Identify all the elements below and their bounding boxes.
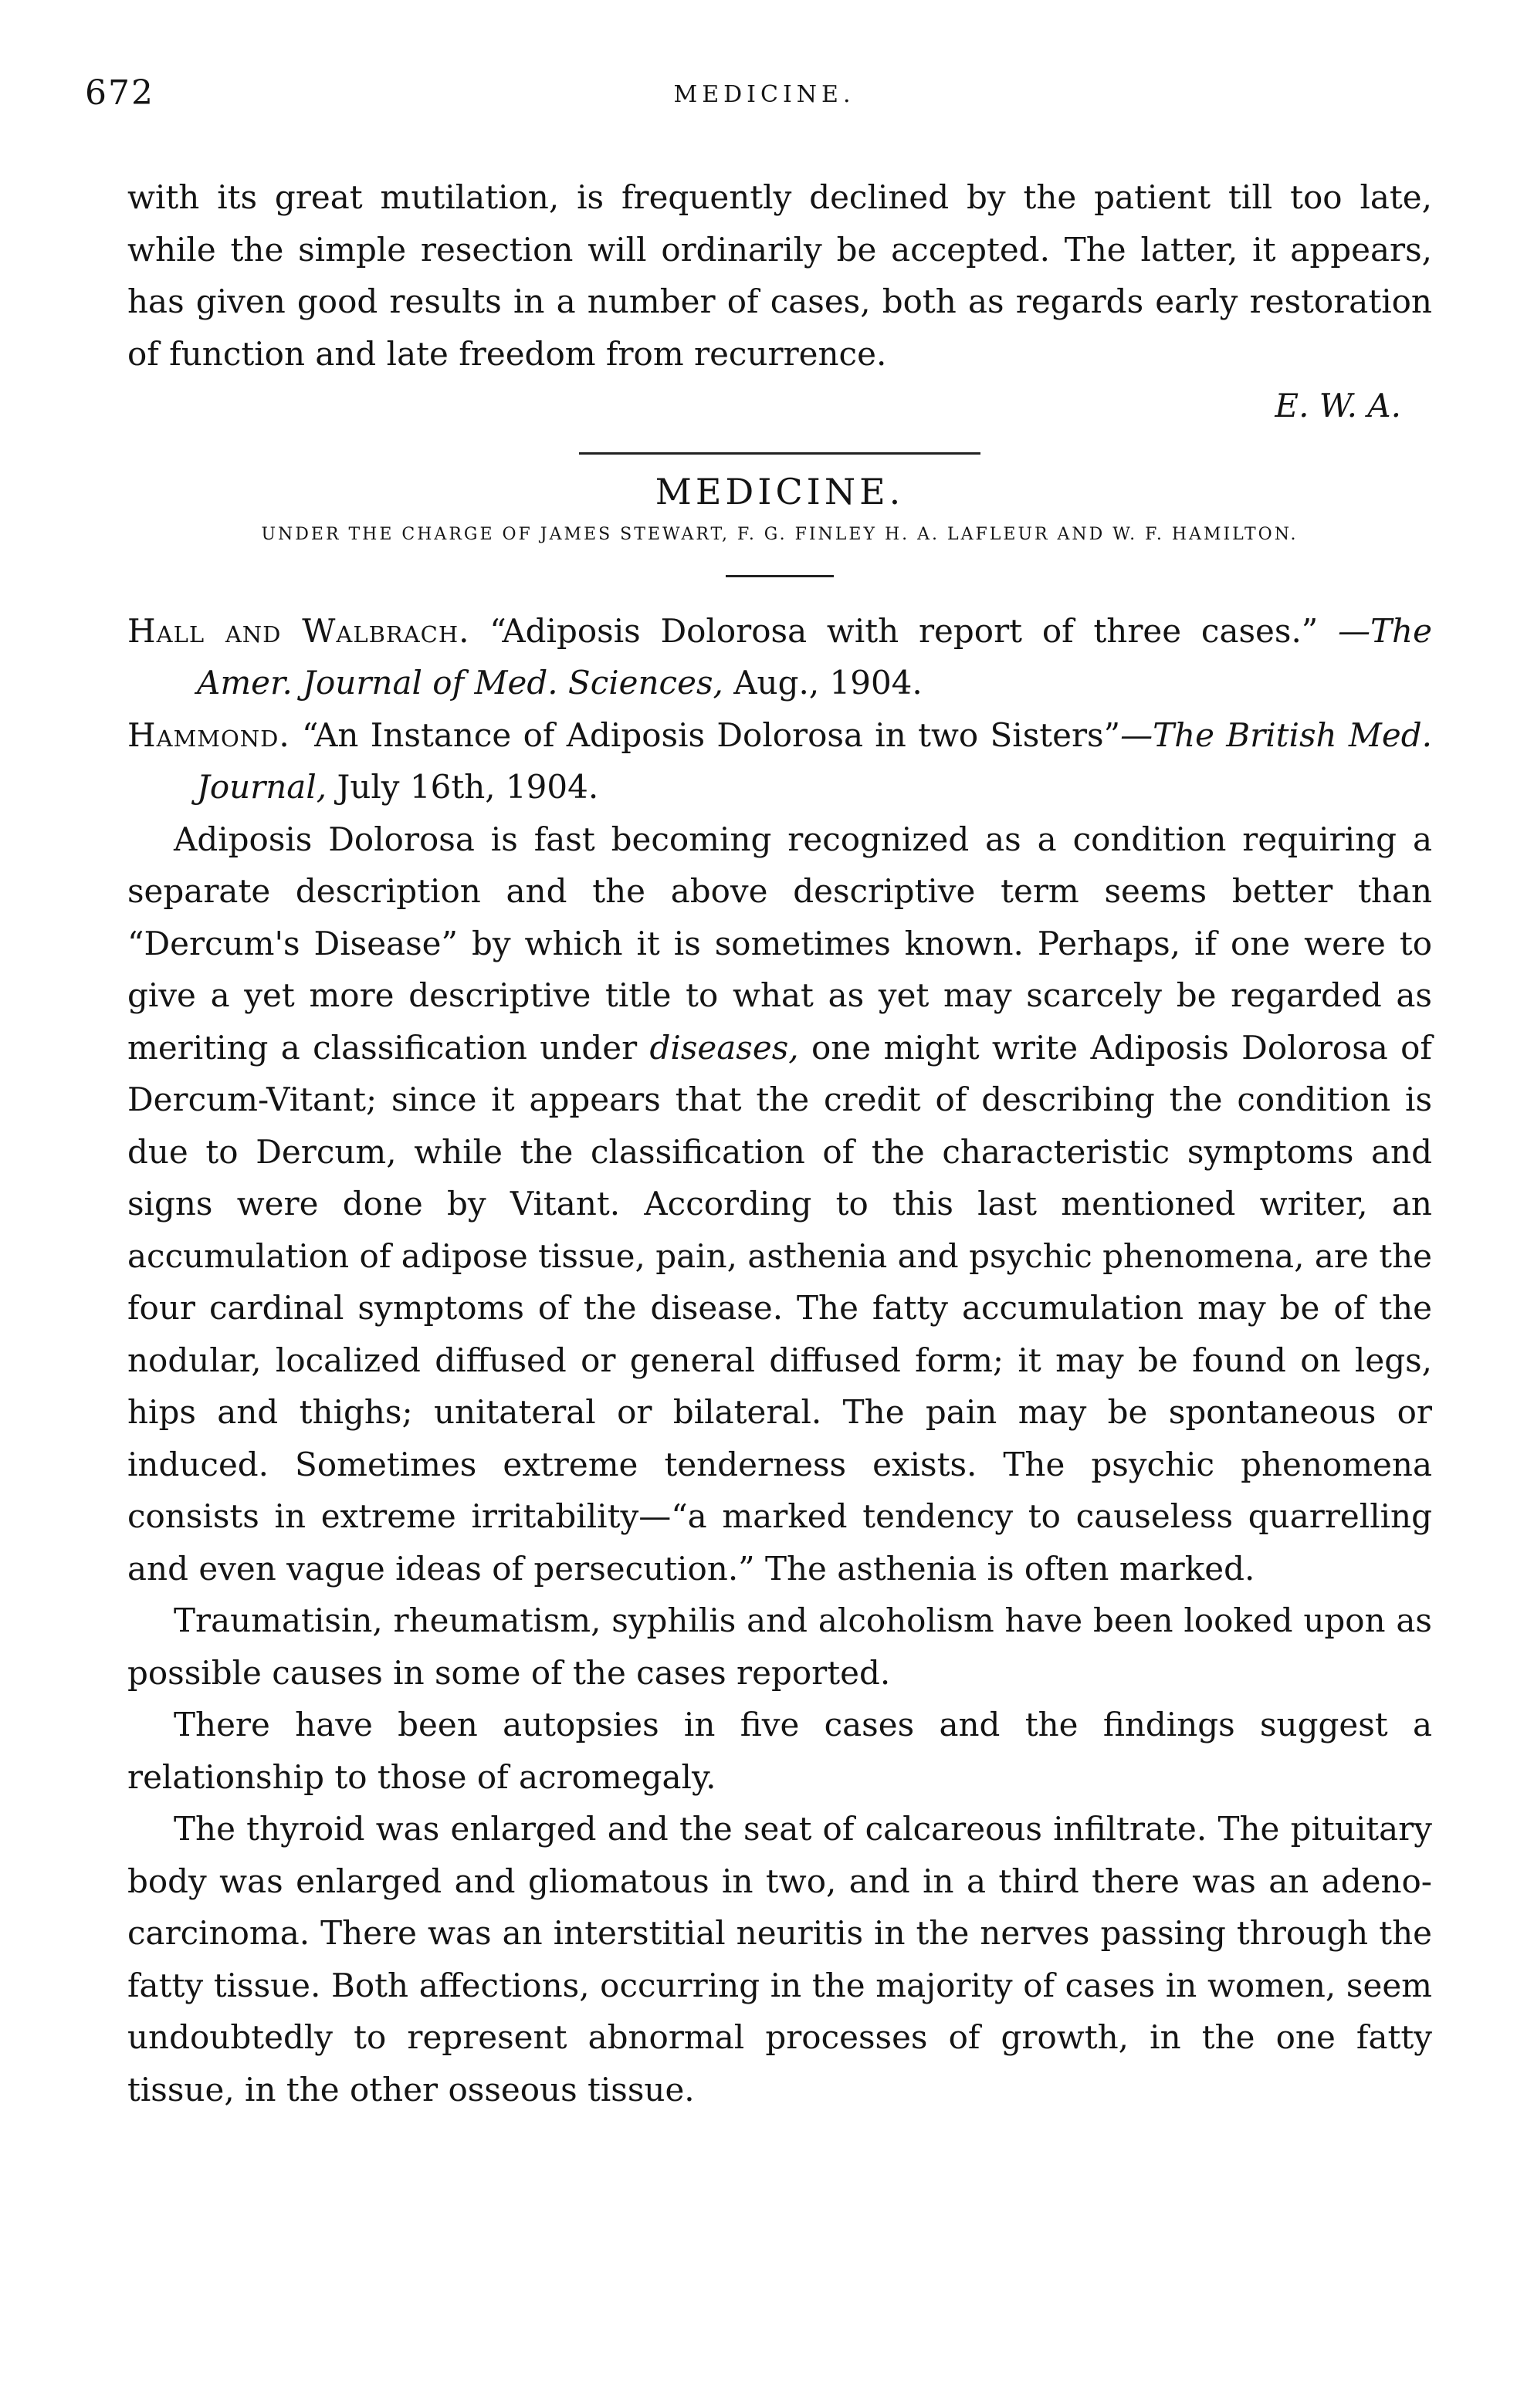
body-paragraph-3: There have been autopsies in five cases and the findings suggest a relationship to those of acromegaly.: [127, 1706, 1432, 1796]
intro-paragraph: with its great mutilation, is frequently declined by the patient till too late, while the simple resection will ordinarily be accepted. The latter, it appears, has given good results in a number of cases, both as regards early restoration of function and late freedom from recurrence.: [127, 178, 1432, 373]
page-header: [85, 73, 1444, 120]
reference-2-journal: —The British Med. Journal,: [197, 715, 1432, 806]
page-content: [127, 171, 1432, 2115]
reference-2-authors: Hammond.: [127, 715, 290, 754]
section-divider: [579, 452, 980, 455]
reference-1-journal: —The Amer. Journal of Med. Sciences,: [197, 611, 1432, 702]
reference-1-title: “Adiposis Dolorosa with report of three cases.”: [489, 611, 1319, 650]
short-divider: [726, 575, 834, 577]
body-paragraph-1-italic: diseases,: [649, 1028, 799, 1067]
body-paragraph-4: The thyroid was enlarged and the seat of calcareous infiltrate. The pituitary body was enlarged and gliomatous in two, and in a third there was an adeno-carcinoma. There was an interstitial neuritis in the nerves passing through the fatty tissue. Both affections, occurring in the majority of cases in women, seem undoubtedly to represent abnormal processes of growth, in the one fatty tissue, in the other osseous tissue.: [127, 1810, 1432, 2109]
page-number: 672: [85, 73, 154, 113]
body-paragraph-1-part-2: one might write Adiposis Dolorosa of Dercum-Vitant; since it appears that the credit of describing the condition is due to Dercum, while the classification of the characteristic symptoms and signs were done by Vitant. According to this last mentioned writer, an accumulation of adipose tissue, pain, asthenia and psychic phenomena, are the four cardinal symptoms of the disease. The fatty accumulation may be of the nodular, localized diffused or general diffused form; it may be found on legs, hips and thighs; unitateral or bilateral. The pain may be spontaneous or induced. Sometimes extreme tenderness exists. The psychic phenomena consists in extreme irritability—“a marked tendency to causeless quarrelling and even vague ideas of persecution.” The asthenia is often marked.: [127, 1028, 1432, 1588]
reference-2-date: July 16th, 1904.: [337, 768, 599, 806]
body-paragraph-1-part-1: Adiposis Dolorosa is fast becoming recognized as a condition requiring a separate description and the above descriptive term seems better than “Dercum's Disease” by which it is sometimes known. Perhaps, if one were to give a yet more descriptive title to what as yet may scarcely be regarded as meriting a classification under: [127, 820, 1432, 1067]
reference-2: [127, 709, 1432, 813]
running-head: MEDICINE.: [673, 81, 855, 108]
author-signature: E. W. A.: [1275, 387, 1401, 424]
section-title: MEDICINE.: [655, 470, 905, 512]
reference-2-title: “An Instance of Adiposis Dolorosa in two Sisters”: [302, 715, 1121, 754]
section-editors: UNDER THE CHARGE OF JAMES STEWART, F. G. FINLEY H. A. LAFLEUR AND W. F. HAMILTON.: [261, 524, 1299, 544]
body-paragraph-1: [127, 813, 1432, 1595]
reference-1-date: Aug., 1904.: [733, 664, 923, 702]
body-paragraph-2: Traumatisin, rheumatism, syphilis and alcoholism have been looked upon as possible causes in some of the cases reported.: [127, 1601, 1432, 1692]
reference-1: [127, 605, 1432, 709]
reference-1-authors: Hall and Walbrach.: [127, 611, 470, 650]
